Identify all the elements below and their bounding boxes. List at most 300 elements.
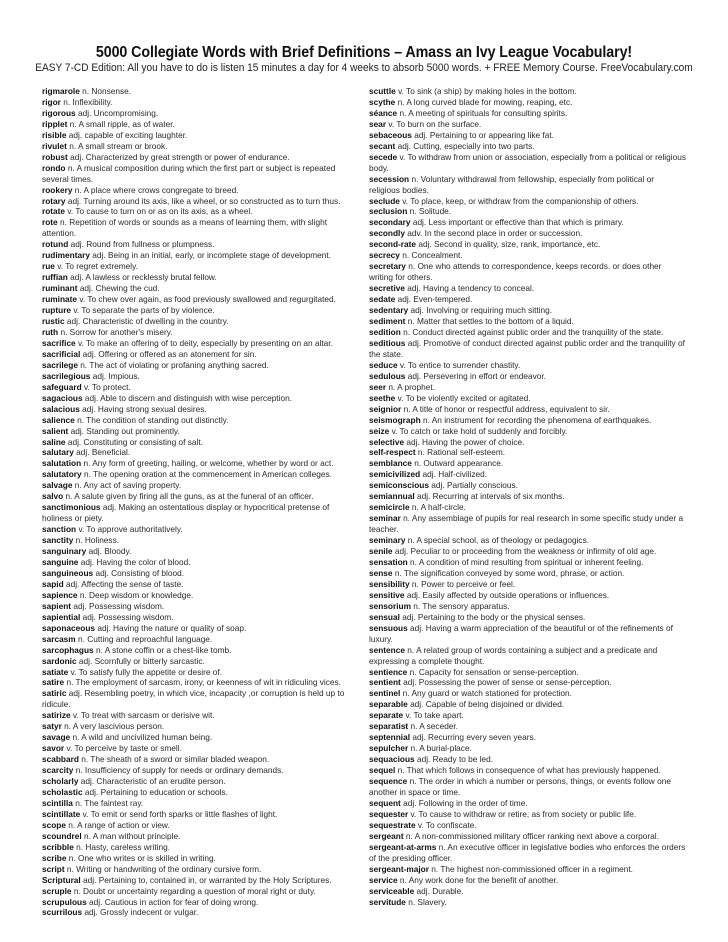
definition-text: n. Any act of saving property. [74, 480, 182, 491]
definition-entry [369, 590, 687, 601]
definition-text: adj. Having the nature or quality of soap. [97, 622, 247, 633]
definition-entry [42, 426, 360, 437]
headword: sapid [42, 578, 64, 589]
headword: seethe [369, 392, 396, 403]
definition-entry [369, 152, 687, 174]
definition-entry [42, 842, 360, 853]
definition-text: n. A range of action or view. [68, 819, 170, 830]
definition-text: adj. Chewing the cud. [79, 283, 160, 294]
headword: scholastic [42, 787, 83, 797]
definition-text: v. To treat with sarcasm or derisive wit. [72, 710, 215, 721]
definition-entry [369, 732, 687, 743]
headword: saline [42, 436, 66, 447]
headword: sensorium [369, 600, 411, 611]
headword: scabbard [42, 754, 79, 765]
definition-text: n. Any work done for the benefit of another. [399, 874, 559, 885]
definition-entry [369, 645, 687, 667]
definition-text: n. The opening oration at the commencement in American colleges. [83, 469, 332, 480]
definition-text: n. The faintest ray. [75, 797, 144, 808]
headword: secant [369, 140, 396, 151]
headword: salvage [42, 480, 73, 491]
definition-text: n. Deep wisdom or knowledge. [79, 589, 194, 600]
definition-text: n. A place where crows congregate to breed. [74, 184, 239, 195]
definition-entry [42, 524, 360, 535]
definition-entry [369, 437, 687, 448]
headword: secretive [369, 283, 405, 294]
headword: salacious [42, 403, 80, 414]
headword: Scriptural [42, 874, 81, 885]
definition-entry [369, 261, 687, 283]
definition-text: v. To burn on the surface. [388, 118, 482, 129]
definition-text: n. An executive officer in legislative bodies who enforces the orders of the presiding officer. [369, 841, 686, 863]
definition-entry [42, 656, 360, 667]
definition-entry [42, 130, 360, 141]
headword: rigmarole [42, 86, 80, 96]
definition-text: n. Repetition of words or sounds as a means of learning them, with slight attention. [42, 217, 328, 239]
headword: sanctity [42, 535, 74, 546]
headword: sensual [369, 611, 400, 622]
definition-text: adj. Possessing wisdom. [82, 611, 174, 622]
headword: savage [42, 732, 71, 743]
definition-text: adj. Capable of being disjoined or divided. [410, 699, 565, 710]
headword: ruminate [42, 294, 78, 305]
definition-text: adj. Being in an initial, early, or incomplete stage of development. [92, 250, 332, 261]
definition-text: adj. Possessing wisdom. [73, 600, 165, 611]
definition-text: adj. Cautious in action for fear of doing wrong. [89, 896, 259, 907]
definition-entry [42, 360, 360, 371]
definition-text: adj. Pertaining to education or schools. [84, 787, 228, 797]
headword: separatist [369, 721, 409, 732]
definition-entry [369, 864, 687, 875]
headword: seismograph [369, 414, 421, 425]
definition-text: v. To satisfy fully the appetite or desire of. [70, 666, 223, 677]
definition-text: adj. Cutting, especially into two parts. [397, 140, 535, 151]
definition-entry [369, 404, 687, 415]
definition-entry [369, 743, 687, 754]
definition-text: v. To catch or take hold of suddenly and forcibly. [391, 425, 568, 436]
definition-text: adj. Having strong sexual desires. [82, 403, 207, 414]
definition-text: n. Nonsense. [82, 86, 132, 96]
definition-text: n. A stone coffin or a chest-like tomb. [95, 644, 232, 655]
definition-entry [369, 426, 687, 437]
headword: rupture [42, 305, 72, 316]
definition-entry [369, 371, 687, 382]
headword: sarcasm [42, 633, 76, 644]
definition-text: adj. Scornfully or bitterly sarcastic. [78, 655, 205, 666]
headword: sanctimonious [42, 502, 101, 513]
definition-text: v. To cause to withdraw or retire, as from society or public life. [410, 808, 637, 819]
definition-entry [369, 809, 687, 820]
definition-entry [369, 174, 687, 196]
definition-text: n. Any assemblage of pupils for real research in some specific study under a teacher. [369, 513, 684, 535]
headword: ruth [42, 326, 59, 337]
definition-entry [369, 97, 687, 108]
definition-text: n. One who writes or is skilled in writing. [68, 852, 216, 863]
definition-entry [42, 393, 360, 404]
headword: scarcity [42, 765, 74, 776]
headword: sequacious [369, 754, 415, 765]
definition-text: v. To confiscate. [417, 819, 477, 830]
definition-text: v. To sink (a ship) by making holes in the bottom. [398, 86, 577, 96]
headword: secondly [369, 228, 405, 239]
definition-text: adj. Making an ostentatious display or hypocritical pretense of holiness or piety. [42, 502, 330, 524]
definition-entry [42, 776, 360, 787]
definition-entry [42, 458, 360, 469]
headword: secrecy [369, 250, 400, 261]
definition-entry [42, 634, 360, 645]
definition-text: n. The employment of sarcasm, irony, or keenness of wit in ridiculing vices. [66, 677, 341, 688]
definition-text: v. To be violently excited or agitated. [397, 392, 531, 403]
definition-text: adj. Resembling poetry, in which vice, incapacity ,or corruption is held up to ridicule. [42, 688, 345, 710]
headword: ruffian [42, 272, 68, 283]
definition-text: adj. Round from fullness or plumpness. [70, 239, 215, 250]
definition-entry [42, 491, 360, 502]
definition-entry [42, 437, 360, 448]
definition-entry [369, 831, 687, 842]
headword: rudimentary [42, 250, 90, 261]
definition-text: n. Rational self-esteem. [417, 447, 506, 458]
definition-text: v. To approve authoritatively. [78, 524, 183, 535]
headword: savor [42, 743, 65, 754]
definition-entry [369, 469, 687, 480]
headword: rigorous [42, 107, 76, 118]
headword: rotund [42, 239, 69, 250]
definition-text: adj. Having the color of blood. [80, 556, 191, 567]
headword: semicircle [369, 502, 410, 513]
definition-entry [42, 163, 360, 185]
definition-entry [42, 765, 360, 776]
headword: rote [42, 217, 58, 228]
headword: seer [369, 381, 387, 392]
headword: sequestrate [369, 819, 416, 830]
headword: sapient [42, 600, 72, 611]
headword: ruminant [42, 283, 78, 294]
headword: rustic [42, 316, 65, 327]
definition-text: n. Outward appearance. [414, 458, 504, 469]
definition-entry [42, 820, 360, 831]
headword: sebaceous [369, 129, 412, 140]
headword: salutary [42, 447, 74, 458]
definition-entry [369, 886, 687, 897]
headword: salvo [42, 491, 64, 502]
definition-entry [42, 349, 360, 360]
headword: sagacious [42, 392, 83, 403]
headword: semblance [369, 458, 412, 469]
right-column [369, 86, 687, 907]
definition-entry [369, 568, 687, 579]
definition-text: n. Inflexibility. [63, 96, 113, 107]
headword: sequent [369, 797, 401, 808]
definition-entry [42, 535, 360, 546]
definition-entry [42, 97, 360, 108]
definition-text: adj. Following in the order of time. [403, 797, 528, 808]
definition-entry [42, 305, 360, 316]
definition-entry [369, 250, 687, 261]
definition-text: n. The condition of standing out distinctly. [77, 414, 229, 425]
definition-entry [42, 415, 360, 426]
definition-entry [42, 743, 360, 754]
definition-text: adj. Having the power of choice. [406, 436, 525, 447]
definition-entry [42, 327, 360, 338]
definition-entry [369, 393, 687, 404]
definition-entry [42, 579, 360, 590]
headword: satiate [42, 666, 69, 677]
headword: séance [369, 107, 398, 118]
definition-text: n. Power to perceive or feel. [411, 578, 516, 589]
definition-text: v. To cause to turn on or as on its axis, as a wheel. [67, 206, 253, 217]
headword: script [42, 863, 65, 874]
headword: sequel [369, 765, 396, 776]
headword: sensitive [369, 589, 405, 600]
definition-text: n. A seceder. [410, 721, 459, 732]
headword: secession [369, 173, 410, 184]
definition-entry [42, 469, 360, 480]
definition-entry [42, 294, 360, 305]
definition-text: n. A very lascivious person. [64, 721, 165, 732]
definition-entry [42, 864, 360, 875]
definition-entry [369, 447, 687, 458]
definition-text: adj. Offering or offered as an atonement for sin. [82, 348, 257, 359]
definition-text: adj. Having a warm appreciation of the beautiful or of the refinements of luxury. [369, 622, 673, 644]
headword: secondary [369, 217, 411, 228]
headword: rue [42, 261, 55, 272]
definition-entry [369, 283, 687, 294]
definition-entry [42, 338, 360, 349]
definition-entry [42, 907, 360, 918]
definition-entry [369, 458, 687, 469]
headword: scoundrel [42, 830, 82, 841]
definition-text: adj. Characteristic of dwelling in the country. [66, 316, 229, 327]
definition-text: v. To entice to surrender chastity. [399, 359, 521, 370]
definition-entry [42, 612, 360, 623]
definition-entry [42, 688, 360, 710]
definition-entry [42, 721, 360, 732]
definition-text: adj. Second in quality, size, rank, importance, etc. [418, 239, 601, 250]
headword: sapience [42, 589, 78, 600]
definition-text: adj. Having a tendency to conceal. [407, 283, 535, 294]
headword: semicivilized [369, 469, 421, 480]
definition-entry [42, 404, 360, 415]
definition-text: n. Doubt or uncertainty regarding a question of moral right or duty. [73, 885, 316, 896]
definition-entry [369, 612, 687, 623]
definition-text: v. To withdraw from union or association, especially from a political or religious body. [369, 151, 686, 173]
definition-text: adj. Recurring every seven years. [412, 732, 536, 743]
headword: sarcophagus [42, 644, 94, 655]
headword: scope [42, 819, 66, 830]
definition-entry [42, 261, 360, 272]
headword: sensuous [369, 622, 408, 633]
headword: safeguard [42, 381, 82, 392]
definition-text: n. Slavery. [408, 896, 447, 907]
headword: seignior [369, 403, 402, 414]
definition-text: adj. Ready to be led. [416, 754, 494, 765]
definition-text: adj. Durable. [416, 885, 464, 896]
definition-text: n. A related group of words containing a subject and a predicate and expressing a complete thought. [369, 644, 658, 666]
definition-text: adj. Beneficial. [76, 447, 131, 458]
definition-entry [369, 842, 687, 864]
definition-entry [42, 371, 360, 382]
definition-text: v. To separate the parts of by violence. [73, 305, 215, 316]
definition-entry [42, 897, 360, 908]
definition-entry [369, 721, 687, 732]
headword: scuttle [369, 86, 396, 96]
definition-text: n. A special school, as of theology or pedagogics. [407, 535, 590, 546]
definition-text: n. Solitude. [409, 206, 452, 217]
headword: senile [369, 546, 393, 557]
definition-entry [369, 776, 687, 798]
headword: scintillate [42, 808, 81, 819]
definition-text: v. To place, keep, or withdraw from the companionship of others. [402, 195, 639, 206]
headword: secede [369, 151, 398, 162]
headword: semiannual [369, 491, 415, 502]
definition-entry [42, 185, 360, 196]
definition-text: adj. Standing out prominently. [70, 425, 180, 436]
definition-text: v. To regret extremely. [57, 261, 138, 272]
definition-entry [369, 699, 687, 710]
definition-text: n. The sheath of a sword or similar bladed weapon. [81, 754, 270, 765]
definition-entry [369, 360, 687, 371]
definition-text: n. Conduct directed against public order and the tranquility of the state. [403, 326, 664, 337]
headword: scintilla [42, 797, 73, 808]
definition-entry [369, 557, 687, 568]
definition-text: n. A condition of mind resulting from spiritual or inherent feeling. [410, 556, 644, 567]
definition-entry [369, 108, 687, 119]
headword: sergeant [369, 830, 404, 841]
definition-entry [369, 217, 687, 228]
definition-entry [369, 305, 687, 316]
definition-entry [369, 535, 687, 546]
headword: sensibility [369, 578, 410, 589]
definition-text: n. A non-commissioned military officer ranking next above a corporal. [405, 830, 659, 841]
headword: sacrilege [42, 359, 78, 370]
definition-text: n. A wild and uncivilized human being. [72, 732, 213, 743]
definition-entry [369, 875, 687, 886]
headword: separable [369, 699, 408, 710]
definition-entry [42, 809, 360, 820]
definition-entry [369, 546, 687, 557]
definition-text: v. To perceive by taste or smell. [66, 743, 182, 754]
headword: sentinel [369, 688, 401, 699]
definition-entry [42, 798, 360, 809]
headword: servitude [369, 896, 406, 907]
definition-entry [42, 119, 360, 130]
headword: second-rate [369, 239, 417, 250]
headword: ripplet [42, 118, 68, 129]
definition-entry [369, 677, 687, 688]
definition-text: n. Voluntary withdrawal from fellowship, especially from political or religious bodies. [369, 173, 655, 195]
definition-text: n. The highest non-commissioned officer in a regiment. [431, 863, 633, 874]
headword: rookery [42, 184, 73, 195]
definition-entry [369, 502, 687, 513]
definition-text: v. To protect. [83, 381, 131, 392]
definition-entry [42, 875, 360, 886]
headword: scribe [42, 852, 67, 863]
definition-entry [369, 130, 687, 141]
headword: scurrilous [42, 907, 83, 918]
definition-text: adj. Characteristic of an erudite person. [80, 776, 226, 787]
headword: sedate [369, 294, 396, 305]
definition-text: n. A small stream or brook. [69, 140, 168, 151]
definition-entry [369, 415, 687, 426]
page-subtitle: EASY 7-CD Edition: All you have to do is listen 15 minutes a day for 4 weeks to absorb 5000 words. + FREE Memory Course. FreeVocabulary.com [35, 62, 693, 74]
headword: seduce [369, 359, 398, 370]
headword: sardonic [42, 655, 77, 666]
definition-entry [369, 141, 687, 152]
left-column [42, 86, 360, 918]
definition-text: adj. capable of exciting laughter. [68, 129, 188, 140]
definition-entry [369, 239, 687, 250]
definition-entry [42, 272, 360, 283]
definition-text: n. That which follows in consequence of what has previously happened. [397, 765, 661, 776]
definition-text: v. To take apart. [405, 710, 464, 721]
definition-entry [42, 316, 360, 327]
headword: rotate [42, 206, 66, 217]
headword: satirize [42, 710, 71, 721]
definition-entry [369, 338, 687, 360]
definition-text: n. One who attends to correspondence, keeps records. or does other writing for others. [369, 261, 662, 283]
headword: rotary [42, 195, 66, 206]
headword: rondo [42, 162, 66, 173]
headword: sanguine [42, 556, 79, 567]
definition-text: n. Writing or handwriting of the ordinary cursive form. [66, 863, 262, 874]
headword: seditious [369, 337, 406, 348]
definition-text: adj. Pertaining to the body or the physical senses. [402, 611, 586, 622]
definition-text: adj. Constituting or consisting of salt. [67, 436, 203, 447]
headword: sacrificial [42, 348, 81, 359]
definition-entry [42, 283, 360, 294]
headword: separate [369, 710, 404, 721]
headword: sedulous [369, 370, 406, 381]
definition-text: adj. Even-tempered. [397, 294, 473, 305]
definition-text: adj. Involving or requiring much sitting. [410, 305, 553, 316]
headword: sanction [42, 524, 77, 535]
headword: seize [369, 425, 390, 436]
headword: semiconscious [369, 480, 429, 491]
headword: scribble [42, 841, 74, 852]
page-title: 5000 Collegiate Words with Brief Definitions – Amass an Ivy League Vocabulary! [95, 44, 633, 61]
headword: satire [42, 677, 65, 688]
definition-entry [369, 667, 687, 678]
headword: salutation [42, 458, 82, 469]
definition-entry [42, 831, 360, 842]
definition-text: n. The signification conveyed by some word, phrase, or action. [394, 567, 625, 578]
definition-text: n. A man without principle. [83, 830, 181, 841]
headword: sergeant-major [369, 863, 429, 874]
definition-text: v. To emit or send forth sparks or little flashes of light. [82, 808, 278, 819]
headword: seclude [369, 195, 400, 206]
definition-entry [369, 765, 687, 776]
headword: sapiential [42, 611, 81, 622]
headword: sediment [369, 316, 406, 327]
definition-entry [42, 382, 360, 393]
definition-text: n. Hasty, careless writing. [76, 841, 171, 852]
definition-entry [42, 206, 360, 217]
definition-entry [42, 239, 360, 250]
definition-text: adj. Consisting of blood. [95, 567, 185, 578]
definition-entry [42, 853, 360, 864]
headword: sensation [369, 556, 408, 567]
headword: sentience [369, 666, 408, 677]
headword: seclusion [369, 206, 408, 217]
headword: seminary [369, 535, 406, 546]
definition-text: adj. Bloody. [88, 546, 132, 557]
definition-entry [42, 732, 360, 743]
headword: sedentary [369, 305, 409, 316]
definition-entry [42, 557, 360, 568]
definition-text: adj. Affecting the sense of taste. [65, 578, 184, 589]
definition-entry [42, 787, 360, 798]
definition-entry [42, 601, 360, 612]
